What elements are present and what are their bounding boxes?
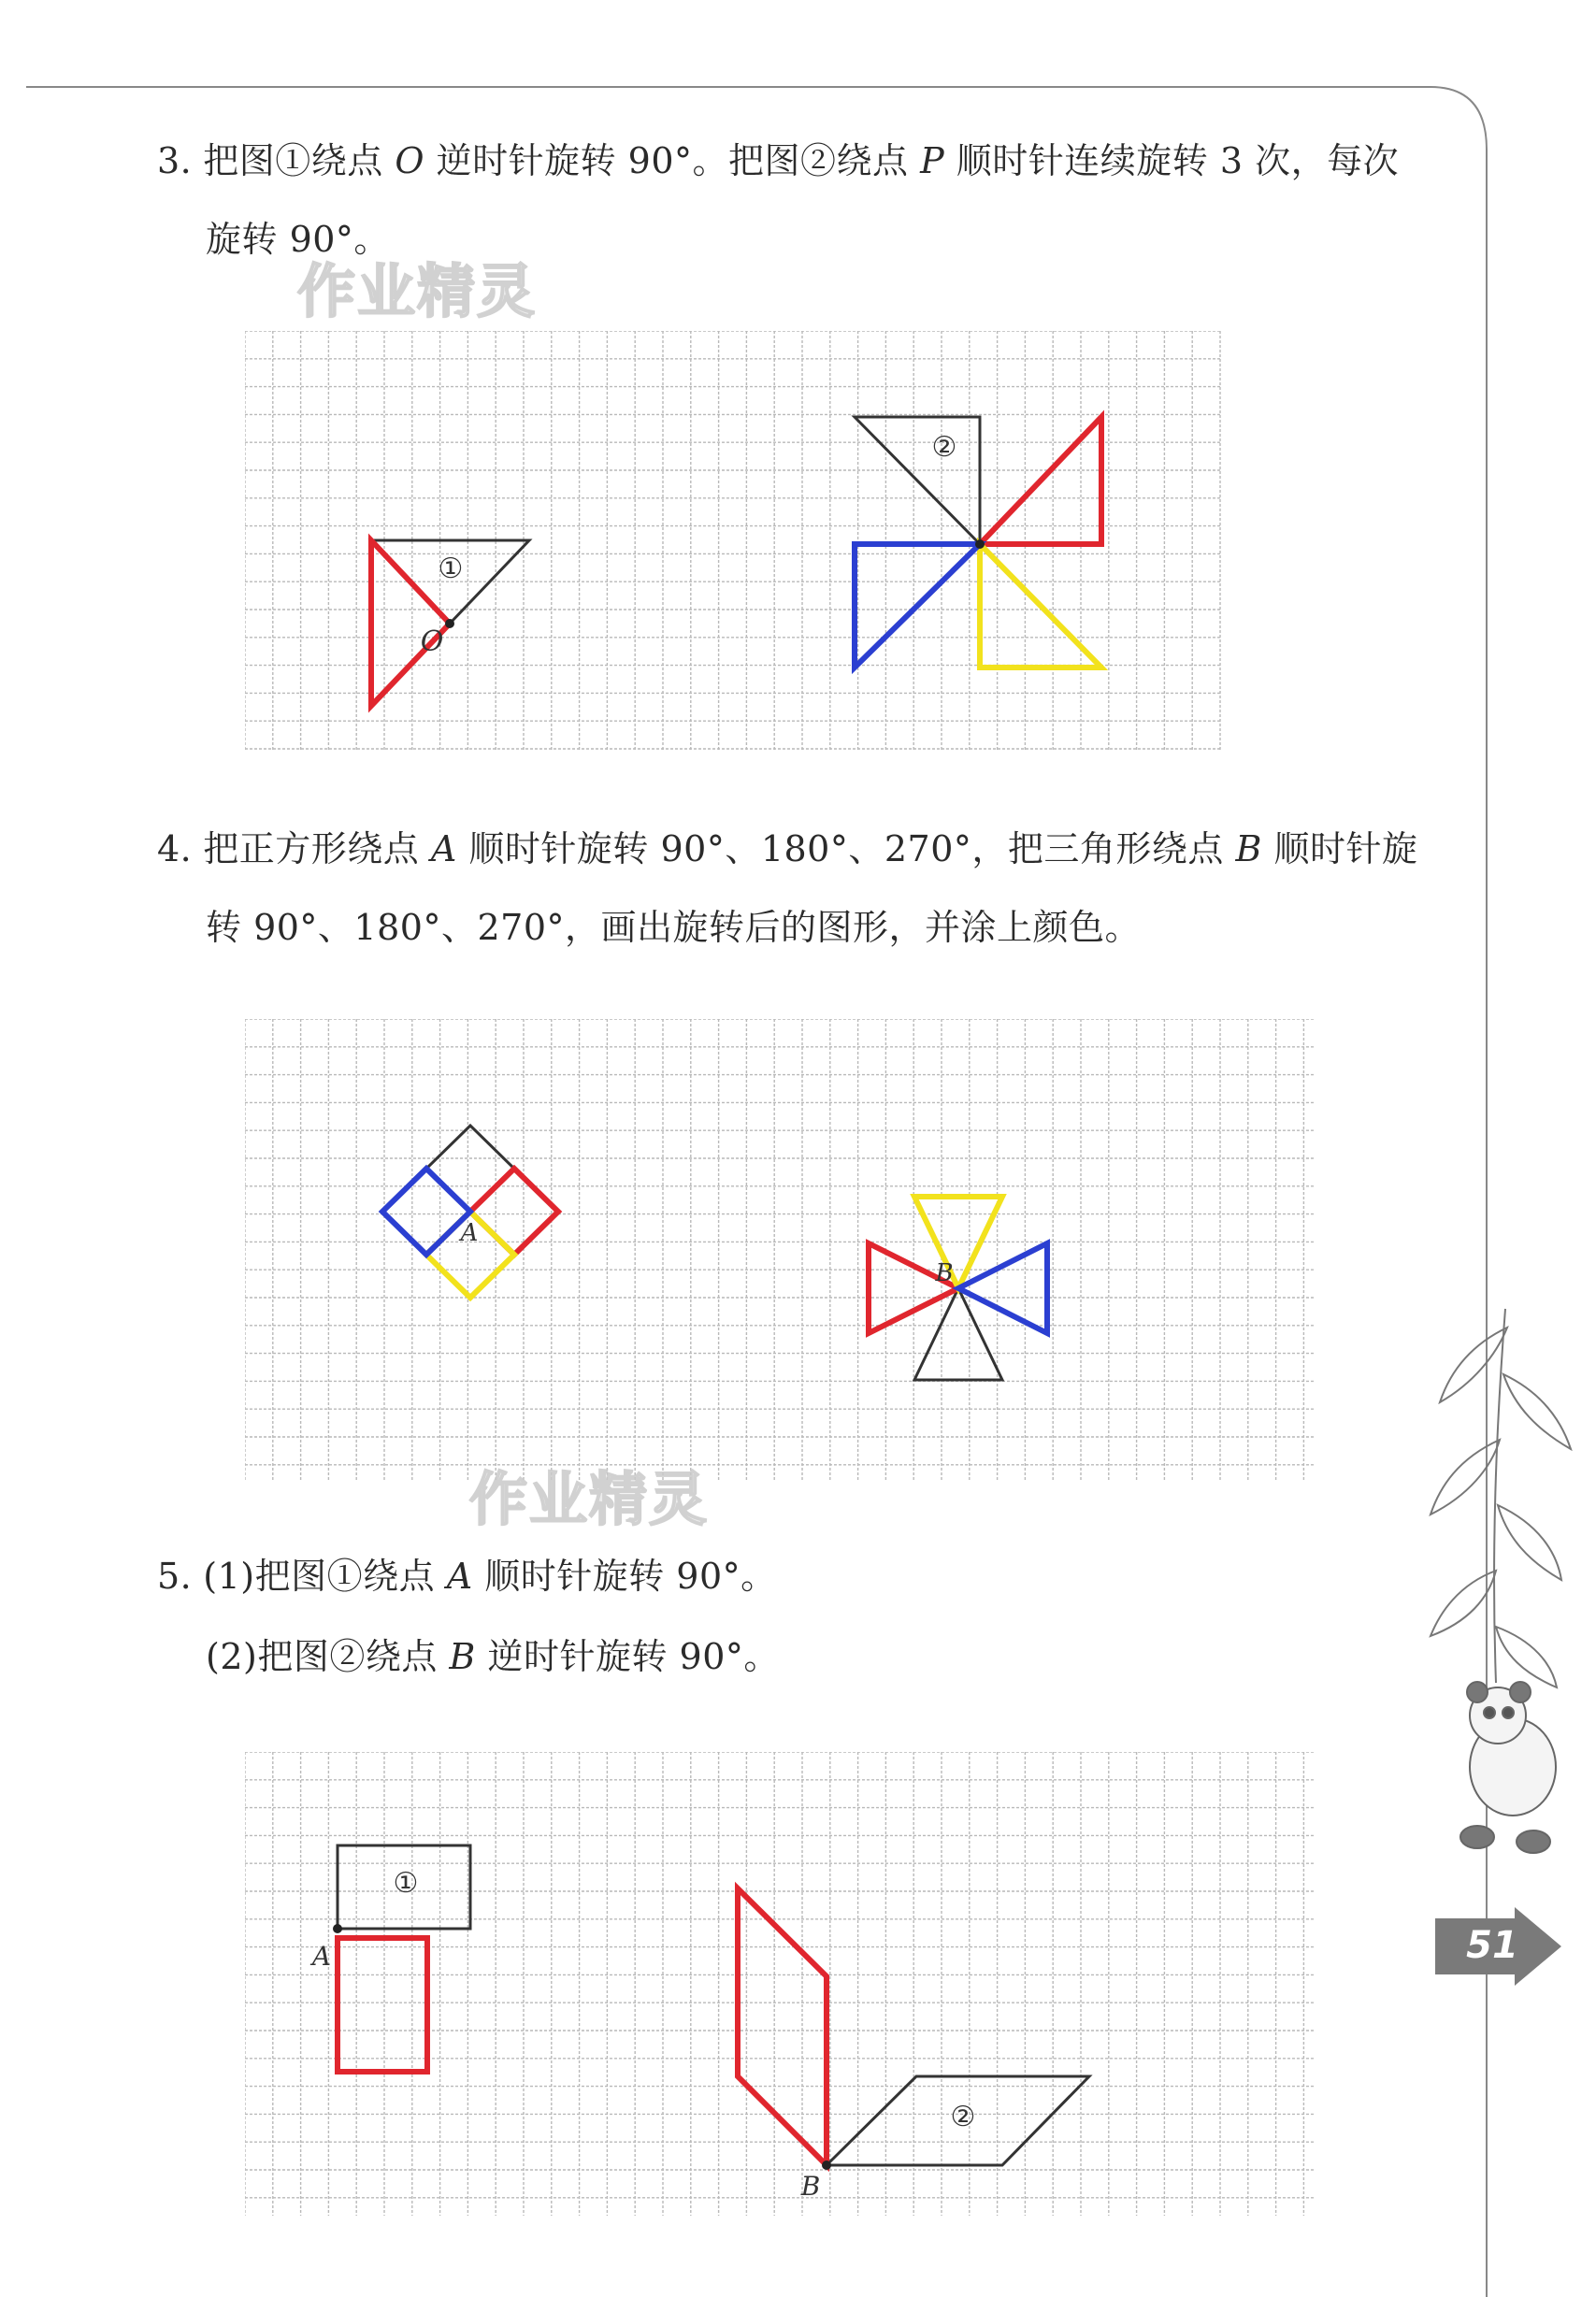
grid-question-4 [245, 1019, 1316, 1481]
label-b: B [935, 1259, 954, 1287]
watermark: 作业精灵 [469, 1465, 710, 1533]
question-5-line-2: (2)把图②绕点 B 逆时针旋转 90°。 [206, 1636, 780, 1677]
label-a: A [311, 1941, 332, 1972]
question-4-line-1: 4. 把正方形绕点 A 顺时针旋转 90°、180°、270°，把三角形绕点 B 顺时针旋 [157, 828, 1418, 869]
point-b [822, 2161, 831, 2170]
figure-2-rotated-180-yellow [980, 544, 1101, 668]
point-o [445, 619, 454, 628]
parallelogram-2-rotated-red [738, 1888, 827, 2165]
label-figure-1: ① [393, 1867, 419, 1900]
label-figure-2: ② [931, 431, 957, 464]
grid-question-5 [245, 1752, 1316, 2216]
label-figure-1: ① [438, 553, 464, 585]
question-5-line-1: 5. (1)把图①绕点 A 顺时针旋转 90°。 [157, 1556, 777, 1597]
label-o: O [420, 625, 444, 658]
grid-question-3 [245, 331, 1223, 750]
grid-lines [245, 1752, 1315, 2216]
label-figure-2: ② [950, 2101, 976, 2133]
figure-2-rotated-270-blue [855, 544, 980, 668]
rectangle-1-rotated-red [338, 1938, 427, 2072]
question-3-line-1: 3. 把图①绕点 O 逆时针旋转 90°。把图②绕点 P 顺时针连续旋转 3 次，每次 [157, 140, 1400, 181]
label-b: B [800, 2171, 821, 2202]
question-4-line-2: 转 90°、180°、270°，画出旋转后的图形，并涂上颜色。 [206, 907, 1141, 948]
page-number: 51 [1466, 1924, 1518, 1967]
point-p [975, 539, 985, 549]
grid-lines [245, 1019, 1315, 1481]
figure-2-rotated-90-red [980, 417, 1101, 544]
question-3-line-2: 旋转 90°。 [206, 219, 390, 260]
figure-2-original [855, 417, 980, 544]
watermark: 作业精灵 [297, 257, 538, 325]
point-a [333, 1924, 342, 1933]
bamboo-panda-decoration [1402, 1290, 1596, 1888]
label-a: A [460, 1219, 479, 1247]
